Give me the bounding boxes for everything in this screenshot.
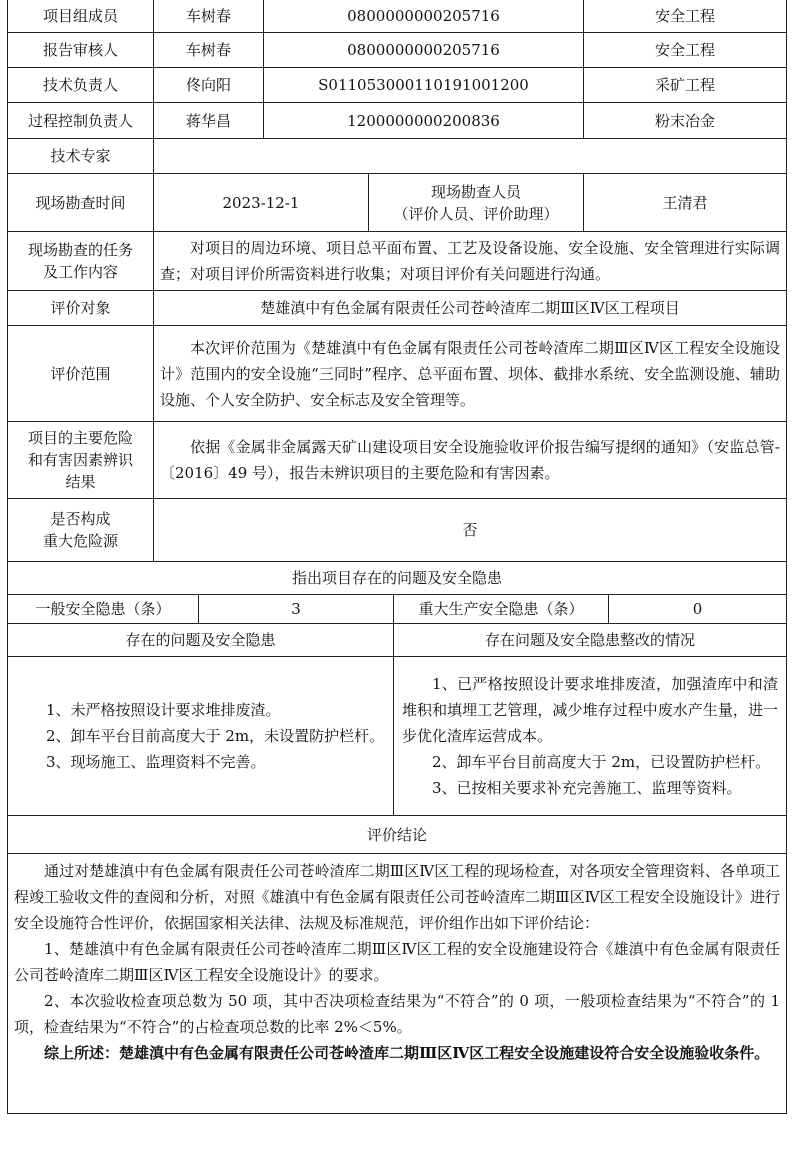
survey-time-label: 现场勘查时间: [35, 193, 126, 212]
conclusion-row: [7, 854, 787, 1114]
general-count-label: 一般安全隐患（条）: [35, 600, 171, 618]
major-hazard-value: 否: [153, 499, 786, 561]
cert-cell: 1200000000200836: [263, 103, 583, 138]
conclusion-header: 评价结论: [366, 825, 427, 844]
rectify-item: 1、已严格按照设计要求堆排废渣，加强渣库中和渣堆积和填埋工艺管理，减少堆存过程中废水产生量，进一步优化渣库运营成本。: [402, 675, 778, 745]
evaluation-form: [7, 0, 787, 1114]
role-cell: 过程控制负责人: [27, 111, 133, 130]
conclusion-header-row: [7, 816, 787, 854]
hazards-label: [8, 422, 153, 498]
general-count-value: 3: [198, 595, 393, 623]
major-hazard-row: [7, 499, 787, 562]
object-row: [7, 291, 787, 326]
role-cell: 技术负责人: [42, 76, 118, 94]
hazards-text: 依据《金属非金属露天矿山建设项目安全设施验收评价报告编写提纲的通知》（安监总管-〔2016〕49 号），报告未辨识项目的主要危险和有害因素。: [160, 438, 780, 482]
survey-staff-label-line2: （评价人员、评价助理）: [393, 204, 559, 223]
tasks-text: 对项目的周边环境、项目总平面布置、工艺及设备设施、安全设施、安全管理进行实际调查；对项目评价所需资料进行收集；对项目评价有关问题进行沟通。: [160, 239, 780, 283]
hazards-label-line2: 和有害因素辨识: [27, 451, 133, 469]
issues-columns-row: [7, 624, 787, 657]
rectify-col-header: 存在问题及安全隐患整改的情况: [393, 624, 786, 656]
survey-staff-value: 王清君: [583, 174, 786, 231]
conclusion-paragraph: 2、本次验收检查项总数为 50 项，其中否决项检查结果为“不符合”的 0 项，一般项检查结果为“不符合”的 1 项，检查结果为“不符合”的占检查项总数的比率 2%＜5%。: [14, 992, 780, 1036]
scope-cell: [153, 326, 786, 421]
cert-cell: S011053000110191001200: [263, 68, 583, 102]
major-hazard-label: [8, 499, 153, 561]
name-cell: 佟向阳: [153, 68, 263, 102]
tech-expert-label: 技术专家: [50, 147, 111, 165]
object-value: 楚雄滇中有色金属有限责任公司苍岭渣库二期Ⅲ区Ⅳ区工程项目: [153, 291, 786, 325]
major-cell: 粉末冶金: [583, 103, 786, 138]
conclusion-paragraph: 通过对楚雄滇中有色金属有限责任公司苍岭渣库二期Ⅲ区Ⅳ区工程的现场检查，对各项安全管理资料、各单项工程竣工验收文件的查阅和分析，对照《雄滇中有色金属有限责任公司苍岭渣库二期Ⅲ区Ⅳ区工程安全设施设计》进行安全设施符合性评价，依据国家相关法律、法规及标准规范，评价组作出如下评价结论：: [14, 862, 780, 932]
role-cell: 项目组成员: [42, 7, 118, 25]
personnel-row: [7, 0, 787, 33]
issues-header-row: [7, 562, 787, 595]
survey-time-value: 2023-12-1: [153, 174, 368, 231]
issue-item: 3、现场施工、监理资料不完善。: [46, 753, 266, 771]
object-label: 评价对象: [50, 299, 111, 317]
tech-expert-row: [7, 139, 787, 174]
scope-row: [7, 326, 787, 422]
hazards-cell: [153, 422, 786, 498]
personnel-row: [7, 33, 787, 68]
major-hazard-label-line1: 是否构成: [50, 510, 111, 528]
major-count-value: 0: [608, 595, 786, 623]
tasks-label-line2: 及工作内容: [42, 263, 118, 281]
cert-cell: 0800000000205716: [263, 0, 583, 32]
conclusion-cell: [8, 854, 786, 1113]
survey-row: [7, 174, 787, 232]
counts-row: [7, 595, 787, 624]
major-count-label: 重大生产安全隐患（条）: [393, 595, 608, 623]
scope-label: 评价范围: [50, 364, 111, 383]
tasks-label: [8, 232, 153, 290]
tasks-row: [7, 232, 787, 291]
conclusion-paragraph: 1、楚雄滇中有色金属有限责任公司苍岭渣库二期Ⅲ区Ⅳ区工程的安全设施建设符合《雄滇中有色金属有限责任公司苍岭渣库二期Ⅲ区Ⅳ区工程安全设施设计》的要求。: [14, 940, 780, 984]
tasks-label-line1: 现场勘查的任务: [27, 241, 133, 259]
major-hazard-label-line2: 重大危险源: [42, 532, 118, 550]
major-cell: 安全工程: [583, 0, 786, 32]
hazards-label-line3: 结果: [65, 473, 96, 491]
rectify-item: 2、卸车平台目前高度大于 2m，已设置防护栏杆。: [432, 753, 771, 771]
rectify-list: [393, 657, 786, 815]
hazards-label-line1: 项目的主要危险: [27, 429, 133, 447]
major-cell: 采矿工程: [583, 68, 786, 102]
issue-item: 2、卸车平台目前高度大于 2m，未设置防护栏杆。: [46, 727, 385, 745]
role-cell: 报告审核人: [42, 41, 118, 59]
name-cell: 车树春: [153, 0, 263, 32]
survey-staff-label-line1: 现场勘查人员: [430, 182, 521, 201]
issues-body-row: [7, 657, 787, 816]
personnel-row: [7, 68, 787, 103]
survey-staff-label: [368, 174, 583, 231]
issues-header: 指出项目存在的问题及安全隐患: [291, 569, 502, 587]
issues-list: [8, 657, 393, 815]
issues-col-header: 存在的问题及安全隐患: [125, 631, 276, 649]
personnel-row: [7, 103, 787, 139]
name-cell: 车树春: [153, 33, 263, 67]
hazards-row: [7, 422, 787, 499]
issue-item: 1、未严格按照设计要求堆排废渣。: [46, 701, 281, 719]
rectify-item: 3、已按相关要求补充完善施工、监理等资料。: [432, 779, 742, 797]
tasks-cell: [153, 232, 786, 290]
name-cell: 蒋华昌: [153, 103, 263, 138]
tech-expert-value: [153, 139, 786, 173]
conclusion-summary: 综上所述：楚雄滇中有色金属有限责任公司苍岭渣库二期Ⅲ区Ⅳ区工程安全设施建设符合安全设施验收条件。: [44, 1044, 770, 1062]
scope-text: 本次评价范围为《楚雄滇中有色金属有限责任公司苍岭渣库二期Ⅲ区Ⅳ区工程安全设施设计》范围内的安全设施“三同时”程序、总平面布置、坝体、截排水系统、安全监测设施、辅助设施、个人安全防护、安全标志及安全管理等。: [160, 338, 780, 409]
major-cell: 安全工程: [583, 33, 786, 67]
cert-cell: 0800000000205716: [263, 33, 583, 67]
